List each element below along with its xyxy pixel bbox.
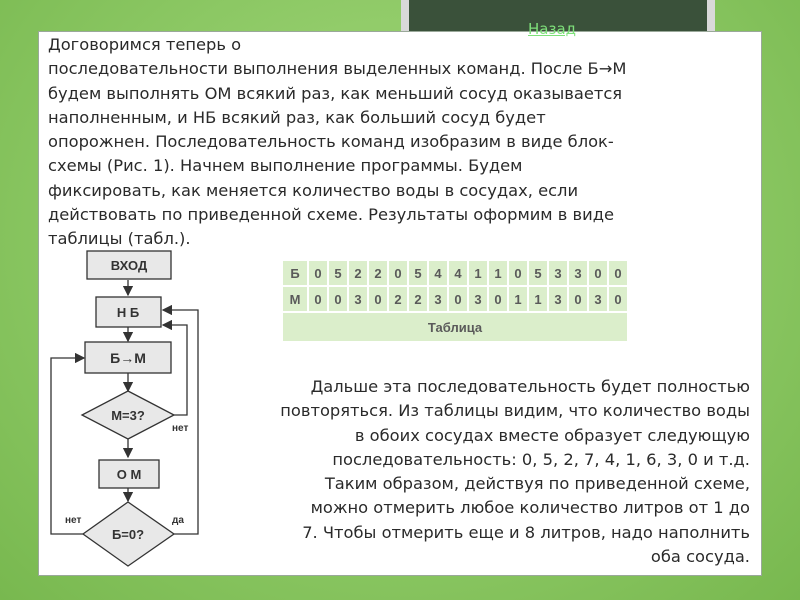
- table-cell: 3: [428, 286, 448, 312]
- flowchart-diagram: [40, 248, 210, 572]
- table-cell: 5: [408, 260, 428, 286]
- start-block: [87, 251, 171, 279]
- main-text-line: опорожнен. Последовательность команд изобразим в виде блок-: [48, 132, 614, 152]
- main-text-line: Договоримся теперь о: [48, 35, 242, 54]
- table-row-big: [282, 260, 628, 286]
- conclusion-text-line: можно отмерить любое количество литров от 1 до: [310, 498, 750, 518]
- table-cell: 3: [548, 286, 568, 312]
- pour-block: [85, 342, 171, 373]
- check-small-decision: [82, 391, 174, 439]
- table-cell: 3: [548, 260, 568, 286]
- table-cell: 2: [348, 260, 368, 286]
- main-text-line: наполненным, и НБ всякий раз, как больший сосуд будет: [48, 107, 546, 127]
- main-text-line: последовательности выполнения выделенных команд. После Б→М: [48, 59, 627, 79]
- table-row-small: [282, 286, 628, 312]
- table-cell: 3: [588, 286, 608, 312]
- main-text-line: действовать по приведенной схеме. Результаты оформим в виде: [48, 205, 614, 225]
- empty-small-block: [99, 460, 159, 488]
- check-big-label: Б=0?: [111, 527, 145, 542]
- no-label: нет: [172, 423, 189, 434]
- table-cell: 0: [568, 286, 588, 312]
- conclusion-text-line: повторяться. Из таблицы видим, что количество воды: [280, 401, 750, 421]
- conclusion-text-line: Дальше эта последовательность будет полностью: [310, 377, 750, 396]
- table-cell: 5: [328, 260, 348, 286]
- table-cell: 0: [488, 286, 508, 312]
- fill-big-block: [96, 297, 161, 327]
- table-cell: 3: [348, 286, 368, 312]
- table-cell: 0: [608, 286, 628, 312]
- main-text-line: фиксировать, как меняется количество воды в сосудах, если: [48, 180, 579, 200]
- table-cell: 1: [528, 286, 548, 312]
- table-cell: 0: [328, 286, 348, 312]
- main-text-line: будем выполнять ОМ всякий раз, как меньший сосуд оказывается: [48, 83, 623, 103]
- table-cell: 3: [568, 260, 588, 286]
- empty-small-label: О М: [116, 467, 142, 482]
- row-header: М: [282, 286, 308, 312]
- sequence-table: [281, 259, 629, 343]
- table-cell: 4: [428, 260, 448, 286]
- table-caption-row: [282, 312, 628, 342]
- pour-label: Б→М: [110, 350, 146, 366]
- table-cell: 5: [528, 260, 548, 286]
- table-cell: 0: [448, 286, 468, 312]
- table-cell: 0: [508, 260, 528, 286]
- conclusion-text-line: последовательность: 0, 5, 2, 7, 4, 1, 6, 3, 0 и т.д.: [332, 449, 750, 469]
- main-text-line: таблицы (табл.).: [48, 229, 191, 249]
- table-cell: 0: [308, 286, 328, 312]
- yes-label: да: [172, 515, 184, 526]
- conclusion-text-line: Таким образом, действуя по приведенной схеме,: [324, 474, 750, 494]
- check-small-label: М=3?: [111, 408, 145, 423]
- conclusion-text-line: 7. Чтобы отмерить еще и 8 литров, надо наполнить: [302, 522, 750, 542]
- no-label: нет: [65, 515, 82, 526]
- table-cell: 0: [588, 260, 608, 286]
- table-caption: Таблица: [282, 312, 628, 342]
- table-cell: 0: [608, 260, 628, 286]
- main-text-line: схемы (Рис. 1). Начнем выполнение программы. Будем: [48, 156, 523, 176]
- main-paragraph: [48, 33, 728, 252]
- back-link[interactable]: Назад: [528, 20, 577, 38]
- start-label: ВХОД: [110, 258, 148, 273]
- check-big-decision: [83, 502, 174, 566]
- table-cell: 1: [468, 260, 488, 286]
- fill-big-label: Н Б: [116, 305, 140, 320]
- table-cell: 2: [368, 260, 388, 286]
- table-cell: 2: [408, 286, 428, 312]
- table-cell: 1: [508, 286, 528, 312]
- conclusion-paragraph: [212, 375, 750, 569]
- table-cell: 4: [448, 260, 468, 286]
- table-cell: 0: [388, 260, 408, 286]
- table-cell: 2: [388, 286, 408, 312]
- conclusion-text-line: оба сосуда.: [650, 547, 750, 567]
- table-cell: 3: [468, 286, 488, 312]
- conclusion-text-line: в обоих сосудах вместе образует следующую: [354, 425, 750, 445]
- table-cell: 0: [368, 286, 388, 312]
- table-cell: 1: [488, 260, 508, 286]
- row-header: Б: [282, 260, 308, 286]
- table-cell: 0: [308, 260, 328, 286]
